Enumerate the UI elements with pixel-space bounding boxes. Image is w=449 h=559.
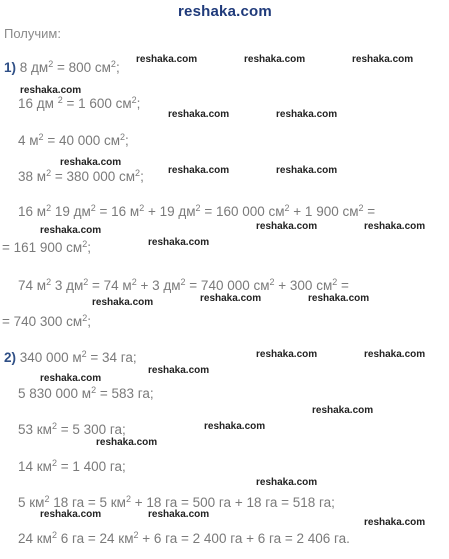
- watermark: reshaka.com: [276, 109, 338, 120]
- watermark: reshaka.com: [92, 297, 154, 308]
- solution-line: = 161 900 $см^2$;: [2, 239, 91, 255]
- intro-text: Получим:: [4, 26, 61, 41]
- solution-line: 4 $м^2 = 40$ 000 $см^2$;: [18, 132, 129, 148]
- solution-line: 2) 340 000 $м^2 = 34$ га;: [4, 349, 137, 365]
- solution-line: 24 $км^2$ 6 га = 24 $км^2 + 6$ га = 2 400 га + 6 га = 2 406 га.: [18, 530, 350, 546]
- watermark: reshaka.com: [148, 237, 210, 248]
- solution-line: 53 $км^2 = 5$ 300 га;: [18, 421, 126, 437]
- watermark: reshaka.com: [168, 109, 230, 120]
- watermark: reshaka.com: [20, 85, 82, 96]
- solution-line: 14 $км^2 = 1$ 400 га;: [18, 458, 126, 474]
- solution-line: 1) 8 $дм^2 = 800$ $см^2$;: [4, 59, 120, 75]
- watermark: reshaka.com: [40, 225, 102, 236]
- solution-line: 74 $м^2$ 3 $дм^2 = 74$ $м^2 + 3$ $дм^2 = 740$ 000 $см^2 + 300$ $см^2$ =: [18, 277, 349, 293]
- watermark: reshaka.com: [364, 349, 426, 360]
- watermark: reshaka.com: [276, 165, 338, 176]
- watermark: reshaka.com: [60, 157, 122, 168]
- watermark: reshaka.com: [148, 365, 210, 376]
- section-number: 2): [4, 350, 17, 365]
- solution-line: = 740 300 $см^2$;: [2, 313, 91, 329]
- watermark: reshaka.com: [148, 509, 210, 520]
- watermark: reshaka.com: [256, 221, 318, 232]
- section-number: 1): [4, 60, 17, 75]
- watermark: reshaka.com: [364, 221, 426, 232]
- watermark: reshaka.com: [200, 293, 262, 304]
- watermark: reshaka.com: [168, 165, 230, 176]
- watermark: reshaka.com: [352, 54, 414, 65]
- watermark: reshaka.com: [136, 54, 198, 65]
- watermark: reshaka.com: [364, 517, 426, 528]
- watermark: reshaka.com: [96, 437, 158, 448]
- watermark: reshaka.com: [256, 477, 318, 488]
- watermark: reshaka.com: [308, 293, 370, 304]
- watermark: reshaka.com: [40, 509, 102, 520]
- watermark: reshaka.com: [244, 54, 306, 65]
- site-title: reshaka.com: [178, 3, 272, 20]
- solution-line: 5 $км^2$ 18 га = 5 $км^2 + 18$ га = 500 га + 18 га = 518 га;: [18, 494, 335, 510]
- watermark: reshaka.com: [204, 421, 266, 432]
- watermark: reshaka.com: [312, 405, 374, 416]
- solution-line: 38 $м^2 = 380$ 000 $см^2$;: [18, 168, 144, 184]
- solution-line: 5 830 000 $м^2 = 583$ га;: [18, 385, 154, 401]
- solution-line: 16 дм $^2$ = 1 600 $см^2$;: [18, 95, 141, 111]
- watermark: reshaka.com: [256, 349, 318, 360]
- solution-line: 16 $м^2$ 19 $дм^2 = 16$ $м^2 + 19$ $дм^2 = 160$ 000 $см^2 + 1$ 900 $см^2$ =: [18, 203, 376, 219]
- watermark: reshaka.com: [40, 373, 102, 384]
